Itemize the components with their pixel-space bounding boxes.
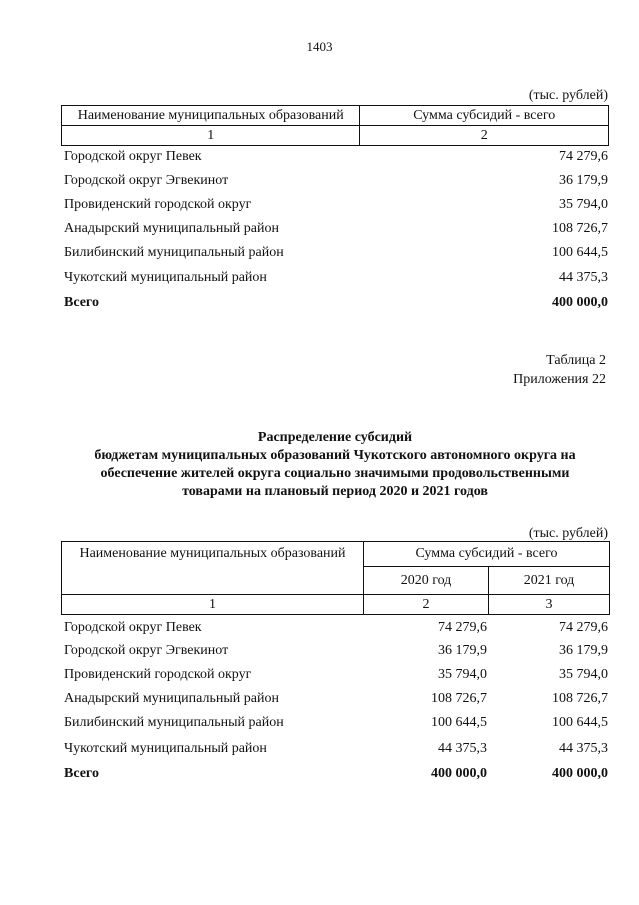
table2-colnum-2: 2 — [364, 595, 489, 615]
table1-header-name: Наименование муниципальных образований — [62, 106, 360, 126]
table2-colnum-3: 3 — [489, 595, 610, 615]
table2-total-value-2021: 400 000,0 — [552, 766, 608, 781]
table2-row-name: Анадырский муниципальный район — [64, 691, 279, 706]
title-line-3: обеспечение жителей округа социально значимыми продовольственными — [100, 466, 570, 481]
table2-row-value-2021: 100 644,5 — [552, 715, 608, 730]
table-caption — [400, 351, 606, 389]
table1-total-label: Всего — [64, 295, 99, 310]
table1-row-name: Городской округ Певек — [64, 149, 202, 164]
table2-header — [61, 541, 610, 615]
caption-appendix: Приложения 22 — [513, 372, 606, 387]
table2-header-sum: Сумма субсидий - всего — [364, 542, 610, 567]
table2-row-value-2021: 108 726,7 — [552, 691, 608, 706]
page-number: 1403 — [306, 39, 333, 54]
table2-header-name: Наименование муниципальных образований — [62, 542, 364, 595]
table1-row-value: 36 179,9 — [559, 173, 608, 188]
table1-row-name: Билибинский муниципальный район — [64, 245, 284, 260]
table1-colnum-1: 1 — [62, 126, 360, 146]
table2-row-value-2021: 35 794,0 — [559, 667, 608, 682]
table1-row-name: Городской округ Эгвекинот — [64, 173, 229, 188]
table1-row-name: Анадырский муниципальный район — [64, 221, 279, 236]
title-line-1: Распределение субсидий — [257, 430, 413, 445]
table1-colnum-2: 2 — [360, 126, 609, 146]
table2-header-year-2021: 2021 год — [489, 567, 610, 595]
table2-row-value-2020: 44 375,3 — [438, 741, 487, 756]
table2-row-value-2021: 44 375,3 — [559, 741, 608, 756]
table2-row-name: Городской округ Эгвекинот — [64, 643, 229, 658]
table1-units: (тыс. рублей) — [528, 88, 608, 103]
table2-row-value-2020: 35 794,0 — [438, 667, 487, 682]
table2-row-name: Билибинский муниципальный район — [64, 715, 284, 730]
table2-row-value-2020: 36 179,9 — [438, 643, 487, 658]
table1-row-value: 35 794,0 — [559, 197, 608, 212]
table2-header-year-2020: 2020 год — [364, 567, 489, 595]
table2-total-value-2020: 400 000,0 — [431, 766, 487, 781]
title-line-4: товарами на плановый период 2020 и 2021 годов — [182, 484, 488, 499]
document-title — [60, 429, 610, 501]
table1-row-name: Провиденский городской округ — [64, 197, 252, 212]
table2-row-value-2020: 108 726,7 — [431, 691, 487, 706]
table1-row-value: 44 375,3 — [559, 270, 608, 285]
table1-total-value: 400 000,0 — [552, 295, 608, 310]
table2-row-value-2021: 74 279,6 — [559, 620, 608, 635]
table2-colnum-1: 1 — [62, 595, 364, 615]
table2-row-name: Чукотский муниципальный район — [64, 741, 267, 756]
table2-row-value-2020: 74 279,6 — [438, 620, 487, 635]
title-line-2: бюджетам муниципальных образований Чукотского автономного округа на — [94, 448, 576, 463]
table1-row-value: 108 726,7 — [552, 221, 608, 236]
table1-row-value: 74 279,6 — [559, 149, 608, 164]
table1-row-name: Чукотский муниципальный район — [64, 270, 267, 285]
table2-row-value-2021: 36 179,9 — [559, 643, 608, 658]
table1-header-sum: Сумма субсидий - всего — [360, 106, 609, 126]
table2-units: (тыс. рублей) — [528, 526, 608, 541]
table2-total-label: Всего — [64, 766, 99, 781]
table1-header — [61, 105, 609, 146]
table1-row-value: 100 644,5 — [552, 245, 608, 260]
caption-table-number: Таблица 2 — [546, 353, 606, 368]
table2-row-name: Провиденский городской округ — [64, 667, 252, 682]
table2-row-value-2020: 100 644,5 — [431, 715, 487, 730]
table2-row-name: Городской округ Певек — [64, 620, 202, 635]
